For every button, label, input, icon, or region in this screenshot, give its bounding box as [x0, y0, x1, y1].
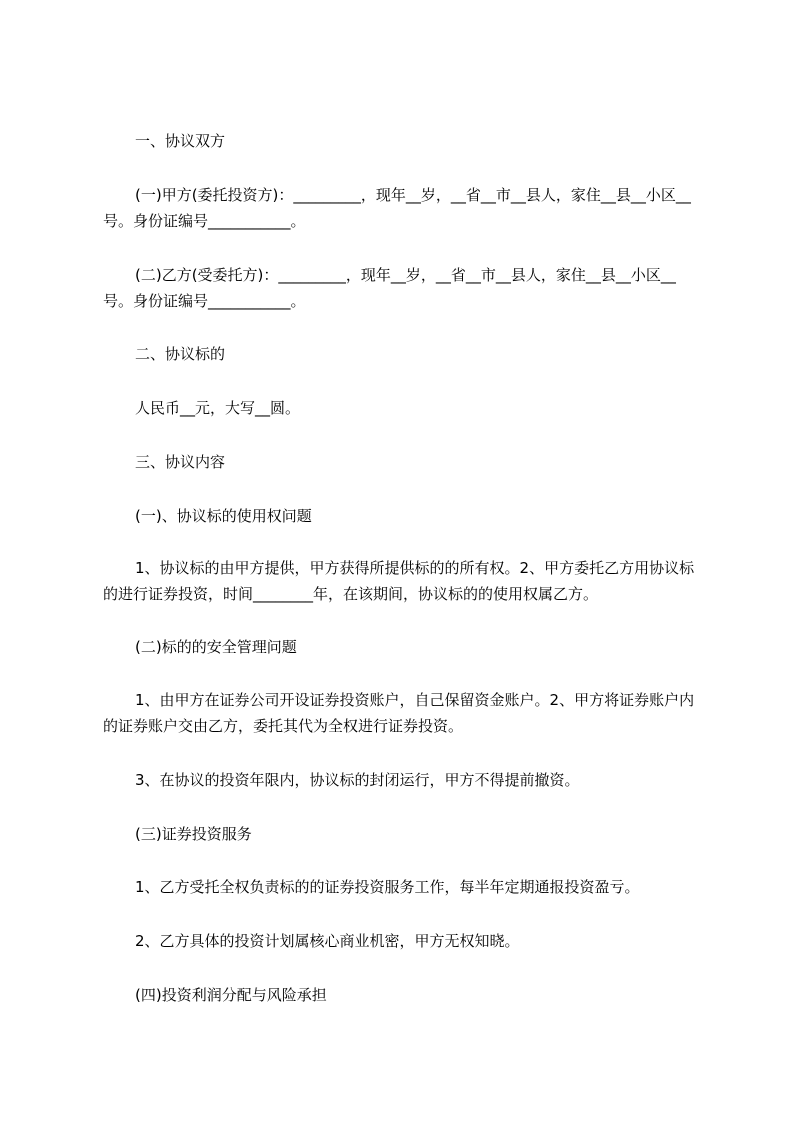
- party-a-paragraph: (一)甲方(委托投资方)：_________，现年__岁，__省__市__县人，家住__县__小区__号。身份证编号___________。: [103, 186, 691, 230]
- subsection-heading-security: (二)标的的安全管理问题: [135, 638, 297, 656]
- services-paragraph-2: 2、乙方具体的投资计划属核心商业机密，甲方无权知晓。: [135, 932, 520, 950]
- services-paragraph-1: 1、乙方受托全权负责标的的证券投资服务工作，每半年定期通报投资盈亏。: [135, 878, 640, 896]
- lockup-paragraph: 3、在协议的投资年限内，协议标的封闭运行，甲方不得提前撤资。: [135, 771, 580, 789]
- security-paragraph: 1、由甲方在证券公司开设证券投资账户，自己保留资金账户。2、甲方将证券账户内的证券账户交由乙方，委托其代为全权进行证券投资。: [103, 691, 695, 735]
- section-heading-parties: 一、协议双方: [135, 132, 226, 150]
- usage-rights-paragraph: 1、协议标的由甲方提供，甲方获得所提供标的的所有权。2、甲方委托乙方用协议标的进行证券投资，时间________年，在该期间，协议标的的使用权属乙方。: [103, 559, 695, 603]
- subsection-heading-usage-rights: (一)、协议标的使用权问题: [135, 507, 312, 525]
- section-heading-content: 三、协议内容: [135, 453, 226, 471]
- subsection-heading-services: (三)证券投资服务: [135, 825, 252, 843]
- subsection-heading-profit-risk: (四)投资利润分配与风险承担: [135, 986, 327, 1004]
- subject-amount-paragraph: 人民币__元，大写__圆。: [135, 399, 301, 417]
- party-b-paragraph: (二)乙方(受委托方)：_________，现年__岁，__省__市__县人，家住__县__小区__号。身份证编号___________。: [103, 266, 676, 310]
- section-heading-subject: 二、协议标的: [135, 345, 226, 363]
